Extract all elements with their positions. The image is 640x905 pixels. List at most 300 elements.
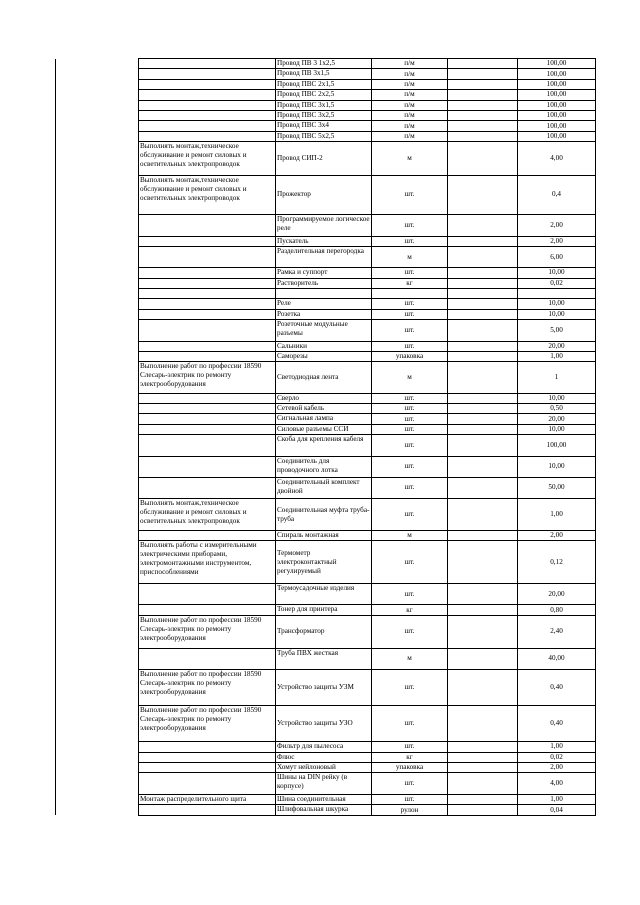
- blank-cell: [448, 362, 518, 393]
- blank-cell: [448, 175, 518, 215]
- work-type-cell: [139, 309, 276, 319]
- table-row: [56, 773, 596, 795]
- table-row: [56, 456, 596, 477]
- unit-cell: шт.: [372, 742, 448, 752]
- unit-cell: шт.: [372, 584, 448, 605]
- unit-cell: п/м: [372, 121, 448, 131]
- table-row: [56, 278, 596, 288]
- material-name-cell: Тонер для принтера: [276, 605, 372, 615]
- quantity-cell: 20,00: [518, 584, 596, 605]
- material-name-cell: Прожектор: [276, 175, 372, 215]
- material-name-cell: Провод ПВС 5х2,5: [276, 131, 372, 141]
- table-row: [56, 288, 596, 298]
- table-row: [56, 669, 596, 705]
- left-margin-cell: [56, 236, 139, 246]
- work-type-cell: [139, 531, 276, 541]
- material-name-cell: Термометр электроконтактный регулируемый: [276, 541, 372, 584]
- left-margin-cell: [56, 648, 139, 669]
- left-margin-cell: [56, 584, 139, 605]
- quantity-cell: 5,00: [518, 320, 596, 342]
- quantity-cell: 40,00: [518, 648, 596, 669]
- left-margin-cell: [56, 110, 139, 120]
- blank-cell: [448, 705, 518, 742]
- table-row: [56, 69, 596, 79]
- quantity-cell: 0,50: [518, 404, 596, 414]
- material-name-cell: Соединитель для проводочного лотка: [276, 456, 372, 477]
- left-margin-cell: [56, 393, 139, 403]
- blank-cell: [448, 531, 518, 541]
- unit-cell: м: [372, 648, 448, 669]
- material-name-cell: Реле: [276, 299, 372, 309]
- unit-cell: м: [372, 362, 448, 393]
- unit-cell: шт.: [372, 669, 448, 705]
- blank-cell: [448, 351, 518, 361]
- quantity-cell: 1,00: [518, 351, 596, 361]
- work-type-cell: Выполнять монтаж,техническое обслуживание и ремонт силовых и осветительных электропроводок: [139, 142, 276, 176]
- material-name-cell: Провод СИП-2: [276, 142, 372, 176]
- blank-cell: [448, 90, 518, 100]
- blank-cell: [448, 299, 518, 309]
- left-margin-cell: [56, 669, 139, 705]
- unit-cell: шт.: [372, 404, 448, 414]
- table-row: [56, 100, 596, 110]
- material-name-cell: Сетевой кабель: [276, 404, 372, 414]
- table-row: [56, 805, 596, 815]
- material-name-cell: Сверло: [276, 393, 372, 403]
- quantity-cell: 10,00: [518, 268, 596, 278]
- left-margin-cell: [56, 742, 139, 752]
- material-name-cell: Растворитель: [276, 278, 372, 288]
- material-name-cell: Силовые разъемы ССИ: [276, 424, 372, 434]
- left-margin-cell: [56, 278, 139, 288]
- table-row: [56, 615, 596, 648]
- work-type-cell: [139, 805, 276, 815]
- blank-cell: [448, 142, 518, 176]
- unit-cell: шт.: [372, 268, 448, 278]
- left-margin-cell: [56, 288, 139, 298]
- material-name-cell: Программируемое логическое реле: [276, 215, 372, 237]
- table-row: [56, 794, 596, 804]
- work-type-cell: [139, 247, 276, 268]
- quantity-cell: 0,02: [518, 752, 596, 762]
- quantity-cell: 2,00: [518, 531, 596, 541]
- materials-table: [55, 58, 596, 816]
- blank-cell: [448, 615, 518, 648]
- material-name-cell: Провод ПВ 3 1х2,5: [276, 59, 372, 69]
- left-margin-cell: [56, 605, 139, 615]
- blank-cell: [448, 648, 518, 669]
- left-margin-cell: [56, 351, 139, 361]
- blank-cell: [448, 456, 518, 477]
- unit-cell: шт.: [372, 456, 448, 477]
- table-row: [56, 477, 596, 499]
- quantity-cell: [518, 288, 596, 298]
- work-type-cell: Выполнять монтаж,техническое обслуживание и ремонт силовых и осветительных электропроводок: [139, 499, 276, 531]
- blank-cell: [448, 110, 518, 120]
- table-row: [56, 605, 596, 615]
- unit-cell: шт.: [372, 424, 448, 434]
- material-name-cell: Рамка и суппорт: [276, 268, 372, 278]
- quantity-cell: 0,80: [518, 605, 596, 615]
- unit-cell: [372, 288, 448, 298]
- blank-cell: [448, 414, 518, 424]
- quantity-cell: 2,00: [518, 215, 596, 237]
- blank-cell: [448, 541, 518, 584]
- quantity-cell: 100,00: [518, 110, 596, 120]
- material-name-cell: Провод ПВС 3х4: [276, 121, 372, 131]
- unit-cell: кг: [372, 605, 448, 615]
- quantity-cell: 50,00: [518, 477, 596, 499]
- unit-cell: п/м: [372, 79, 448, 89]
- quantity-cell: 100,00: [518, 69, 596, 79]
- table-row: [56, 247, 596, 268]
- left-margin-cell: [56, 805, 139, 815]
- quantity-cell: 4,00: [518, 773, 596, 795]
- quantity-cell: 100,00: [518, 100, 596, 110]
- left-margin-cell: [56, 456, 139, 477]
- left-margin-cell: [56, 131, 139, 141]
- table-row: [56, 742, 596, 752]
- blank-cell: [448, 763, 518, 773]
- left-margin-cell: [56, 215, 139, 237]
- work-type-cell: [139, 299, 276, 309]
- table-row: [56, 351, 596, 361]
- table-row: [56, 763, 596, 773]
- quantity-cell: 0,40: [518, 669, 596, 705]
- unit-cell: п/м: [372, 131, 448, 141]
- table-row: [56, 309, 596, 319]
- blank-cell: [448, 794, 518, 804]
- left-margin-cell: [56, 121, 139, 131]
- work-type-cell: [139, 69, 276, 79]
- quantity-cell: 2,00: [518, 236, 596, 246]
- quantity-cell: 4,00: [518, 142, 596, 176]
- left-margin-cell: [56, 142, 139, 176]
- work-type-cell: [139, 424, 276, 434]
- work-type-cell: [139, 456, 276, 477]
- work-type-cell: [139, 605, 276, 615]
- unit-cell: п/м: [372, 100, 448, 110]
- work-type-cell: Выполнять работы с измерительными электрическими приборами, электромонтажными инструментом, приспособлениями: [139, 541, 276, 584]
- quantity-cell: 10,00: [518, 456, 596, 477]
- left-margin-cell: [56, 320, 139, 342]
- material-name-cell: Провод ПВС 3х2,5: [276, 110, 372, 120]
- material-name-cell: Флюс: [276, 752, 372, 762]
- material-name-cell: Устройство защиты УЗМ: [276, 669, 372, 705]
- material-name-cell: Соединительная муфта труба-труба: [276, 499, 372, 531]
- table-row: [56, 142, 596, 176]
- work-type-cell: [139, 763, 276, 773]
- unit-cell: п/м: [372, 90, 448, 100]
- work-type-cell: [139, 131, 276, 141]
- table-row: [56, 584, 596, 605]
- quantity-cell: 1,00: [518, 794, 596, 804]
- material-name-cell: Саморезы: [276, 351, 372, 361]
- left-margin-cell: [56, 247, 139, 268]
- left-margin-cell: [56, 362, 139, 393]
- work-type-cell: [139, 288, 276, 298]
- material-name-cell: Розетка: [276, 309, 372, 319]
- unit-cell: упаковка: [372, 351, 448, 361]
- table-row: [56, 131, 596, 141]
- table-row: [56, 59, 596, 69]
- work-type-cell: [139, 341, 276, 351]
- work-type-cell: [139, 59, 276, 69]
- quantity-cell: 100,00: [518, 131, 596, 141]
- quantity-cell: 100,00: [518, 79, 596, 89]
- material-name-cell: Сальники: [276, 341, 372, 351]
- quantity-cell: 0,02: [518, 278, 596, 288]
- table-row: [56, 268, 596, 278]
- quantity-cell: 1: [518, 362, 596, 393]
- blank-cell: [448, 805, 518, 815]
- left-margin-cell: [56, 435, 139, 457]
- work-type-cell: Выполнение работ по профессии 18590 Слесарь-электрик по ремонту электрооборудования: [139, 669, 276, 705]
- unit-cell: шт.: [372, 309, 448, 319]
- left-margin-cell: [56, 100, 139, 110]
- table-row: [56, 236, 596, 246]
- blank-cell: [448, 477, 518, 499]
- table-row: [56, 110, 596, 120]
- blank-cell: [448, 320, 518, 342]
- left-margin-cell: [56, 90, 139, 100]
- left-margin-cell: [56, 763, 139, 773]
- material-name-cell: Труба ПВХ жесткая: [276, 648, 372, 669]
- table-row: [56, 362, 596, 393]
- material-name-cell: Провод ПВС 3х1,5: [276, 100, 372, 110]
- quantity-cell: 2,40: [518, 615, 596, 648]
- blank-cell: [448, 121, 518, 131]
- blank-cell: [448, 69, 518, 79]
- blank-cell: [448, 100, 518, 110]
- material-name-cell: [276, 288, 372, 298]
- work-type-cell: [139, 477, 276, 499]
- blank-cell: [448, 605, 518, 615]
- table-row: [56, 341, 596, 351]
- work-type-cell: Выполнение работ по профессии 18590 Слесарь-электрик по ремонту электрооборудования: [139, 362, 276, 393]
- blank-cell: [448, 268, 518, 278]
- material-name-cell: Пускатель: [276, 236, 372, 246]
- work-type-cell: [139, 268, 276, 278]
- unit-cell: п/м: [372, 69, 448, 79]
- left-margin-cell: [56, 268, 139, 278]
- blank-cell: [448, 309, 518, 319]
- work-type-cell: [139, 393, 276, 403]
- work-type-cell: [139, 404, 276, 414]
- material-name-cell: Шины на DIN рейку (в корпусе): [276, 773, 372, 795]
- unit-cell: шт.: [372, 393, 448, 403]
- work-type-cell: Выполнение работ по профессии 18590 Слесарь-электрик по ремонту электрооборудования: [139, 705, 276, 742]
- left-margin-cell: [56, 309, 139, 319]
- table-row: [56, 414, 596, 424]
- unit-cell: рулон: [372, 805, 448, 815]
- work-type-cell: [139, 90, 276, 100]
- work-type-cell: [139, 742, 276, 752]
- left-margin-cell: [56, 773, 139, 795]
- blank-cell: [448, 215, 518, 237]
- unit-cell: м: [372, 531, 448, 541]
- left-margin-cell: [56, 615, 139, 648]
- quantity-cell: 100,00: [518, 90, 596, 100]
- unit-cell: шт.: [372, 215, 448, 237]
- left-margin-cell: [56, 79, 139, 89]
- work-type-cell: [139, 278, 276, 288]
- table-row: [56, 648, 596, 669]
- left-margin-cell: [56, 477, 139, 499]
- left-margin-cell: [56, 59, 139, 69]
- unit-cell: шт.: [372, 236, 448, 246]
- material-name-cell: Шина соединительная: [276, 794, 372, 804]
- material-name-cell: Фильтр для пылесоса: [276, 742, 372, 752]
- unit-cell: шт.: [372, 773, 448, 795]
- blank-cell: [448, 131, 518, 141]
- table-row: [56, 320, 596, 342]
- unit-cell: шт.: [372, 499, 448, 531]
- unit-cell: шт.: [372, 320, 448, 342]
- blank-cell: [448, 499, 518, 531]
- material-name-cell: Розеточные модульные разъемы: [276, 320, 372, 342]
- work-type-cell: [139, 773, 276, 795]
- table-row: [56, 79, 596, 89]
- blank-cell: [448, 236, 518, 246]
- work-type-cell: [139, 236, 276, 246]
- work-type-cell: Выполнять монтаж,техническое обслуживание и ремонт силовых и осветительных электропроводок: [139, 175, 276, 215]
- material-name-cell: Устройство защиты УЗО: [276, 705, 372, 742]
- work-type-cell: [139, 584, 276, 605]
- unit-cell: шт.: [372, 705, 448, 742]
- material-name-cell: Шлифовальная шкурка: [276, 805, 372, 815]
- table-row: [56, 752, 596, 762]
- material-name-cell: Провод ПВС 2х1,5: [276, 79, 372, 89]
- left-margin-cell: [56, 175, 139, 215]
- material-name-cell: Сигнальная лампа: [276, 414, 372, 424]
- table-row: [56, 541, 596, 584]
- blank-cell: [448, 773, 518, 795]
- work-type-cell: [139, 100, 276, 110]
- material-name-cell: Спираль монтажная: [276, 531, 372, 541]
- work-type-cell: [139, 351, 276, 361]
- blank-cell: [448, 247, 518, 268]
- quantity-cell: 10,00: [518, 309, 596, 319]
- quantity-cell: 0,12: [518, 541, 596, 584]
- table-row: [56, 90, 596, 100]
- table-row: [56, 215, 596, 237]
- left-margin-cell: [56, 541, 139, 584]
- blank-cell: [448, 79, 518, 89]
- work-type-cell: [139, 320, 276, 342]
- material-name-cell: Термоусадочные изделия: [276, 584, 372, 605]
- work-type-cell: [139, 110, 276, 120]
- quantity-cell: 1,00: [518, 742, 596, 752]
- unit-cell: шт.: [372, 615, 448, 648]
- material-name-cell: Провод ПВ 3х1,5: [276, 69, 372, 79]
- quantity-cell: 10,00: [518, 424, 596, 434]
- unit-cell: шт.: [372, 435, 448, 457]
- material-name-cell: Скоба для крепления кабеля: [276, 435, 372, 457]
- left-margin-cell: [56, 69, 139, 79]
- table-row: [56, 424, 596, 434]
- quantity-cell: 10,00: [518, 393, 596, 403]
- blank-cell: [448, 742, 518, 752]
- material-name-cell: Соединительный комплект двойной: [276, 477, 372, 499]
- material-name-cell: Разделительная перегородка: [276, 247, 372, 268]
- table-row: [56, 175, 596, 215]
- table-row: [56, 499, 596, 531]
- left-margin-cell: [56, 404, 139, 414]
- left-margin-cell: [56, 531, 139, 541]
- quantity-cell: 0,4: [518, 175, 596, 215]
- unit-cell: п/м: [372, 110, 448, 120]
- unit-cell: шт.: [372, 794, 448, 804]
- blank-cell: [448, 59, 518, 69]
- left-margin-cell: [56, 341, 139, 351]
- blank-cell: [448, 288, 518, 298]
- left-margin-cell: [56, 752, 139, 762]
- unit-cell: шт.: [372, 175, 448, 215]
- left-margin-cell: [56, 705, 139, 742]
- table-row: [56, 705, 596, 742]
- quantity-cell: 20,00: [518, 341, 596, 351]
- unit-cell: упаковка: [372, 763, 448, 773]
- table-row: [56, 404, 596, 414]
- blank-cell: [448, 669, 518, 705]
- blank-cell: [448, 435, 518, 457]
- left-margin-cell: [56, 499, 139, 531]
- blank-cell: [448, 584, 518, 605]
- table-row: [56, 393, 596, 403]
- quantity-cell: 20,00: [518, 414, 596, 424]
- blank-cell: [448, 341, 518, 351]
- work-type-cell: [139, 121, 276, 131]
- quantity-cell: 0,04: [518, 805, 596, 815]
- material-name-cell: Трансформатор: [276, 615, 372, 648]
- unit-cell: шт.: [372, 341, 448, 351]
- work-type-cell: [139, 414, 276, 424]
- unit-cell: м: [372, 142, 448, 176]
- work-type-cell: Выполнение работ по профессии 18590 Слесарь-электрик по ремонту электрооборудования: [139, 615, 276, 648]
- unit-cell: кг: [372, 278, 448, 288]
- quantity-cell: 1,00: [518, 499, 596, 531]
- left-margin-cell: [56, 299, 139, 309]
- left-margin-cell: [56, 794, 139, 804]
- left-margin-cell: [56, 414, 139, 424]
- quantity-cell: 10,00: [518, 299, 596, 309]
- blank-cell: [448, 752, 518, 762]
- unit-cell: шт.: [372, 299, 448, 309]
- table-row: [56, 435, 596, 457]
- quantity-cell: 0,40: [518, 705, 596, 742]
- work-type-cell: [139, 435, 276, 457]
- material-name-cell: Провод ПВС 2х2,5: [276, 90, 372, 100]
- work-type-cell: [139, 79, 276, 89]
- material-name-cell: Светодиодная лента: [276, 362, 372, 393]
- work-type-cell: [139, 215, 276, 237]
- table-row: [56, 531, 596, 541]
- unit-cell: шт.: [372, 541, 448, 584]
- materials-table-body: [56, 59, 596, 816]
- blank-cell: [448, 278, 518, 288]
- unit-cell: м: [372, 247, 448, 268]
- quantity-cell: 100,00: [518, 59, 596, 69]
- unit-cell: кг: [372, 752, 448, 762]
- work-type-cell: [139, 752, 276, 762]
- table-row: [56, 121, 596, 131]
- table-row: [56, 299, 596, 309]
- blank-cell: [448, 424, 518, 434]
- work-type-cell: Монтаж распределительного щита: [139, 794, 276, 804]
- quantity-cell: 100,00: [518, 435, 596, 457]
- quantity-cell: 6,00: [518, 247, 596, 268]
